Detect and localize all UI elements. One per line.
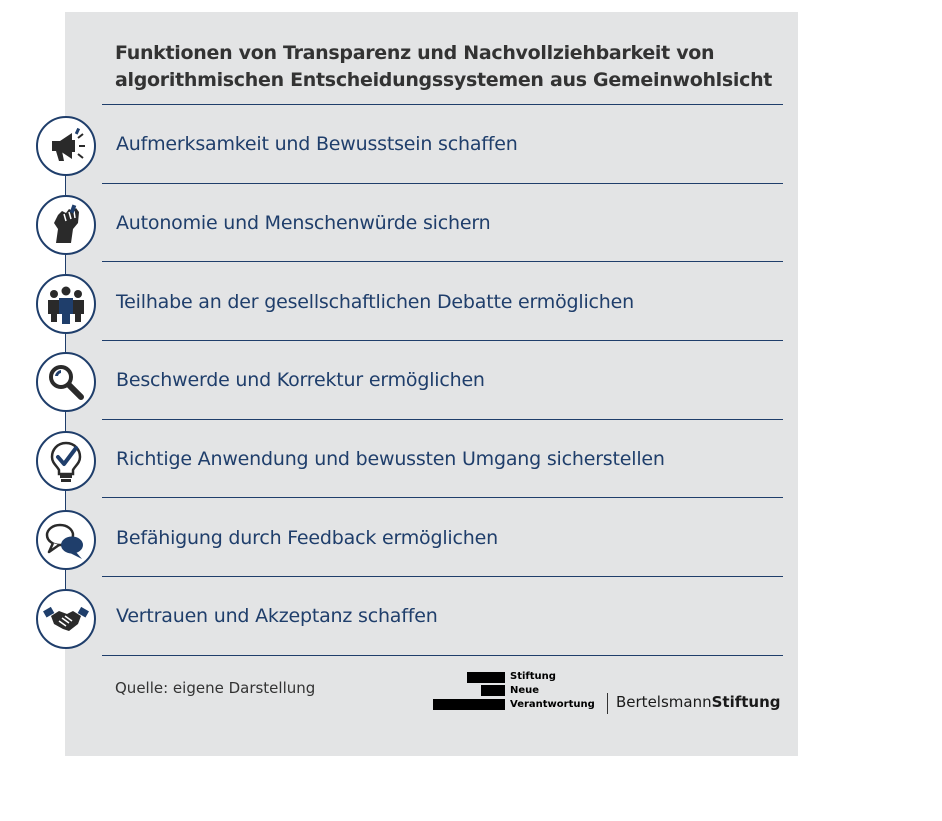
source-note: Quelle: eigene Darstellung <box>115 679 316 697</box>
item-label-7: Vertrauen und Akzeptanz schaffen <box>116 605 438 627</box>
title-line-2: algorithmischen Entscheidungssystemen aus Gemeinwohlsicht <box>115 69 773 91</box>
divider <box>102 655 783 656</box>
people-group-icon <box>36 274 96 334</box>
megaphone-icon <box>36 116 96 176</box>
magnifier-icon <box>36 352 96 412</box>
divider <box>102 497 783 498</box>
divider <box>102 104 783 105</box>
divider <box>102 183 783 184</box>
logo-divider <box>607 693 608 714</box>
bertelsmann-stiftung-logo: BertelsmannStiftung <box>616 693 781 711</box>
speech-bubbles-icon <box>36 510 96 570</box>
item-label-5: Richtige Anwendung und bewussten Umgang sicherstellen <box>116 448 665 470</box>
divider <box>102 576 783 577</box>
divider <box>102 340 783 341</box>
divider <box>102 261 783 262</box>
lightbulb-check-icon <box>36 431 96 491</box>
page-title <box>115 40 773 94</box>
raised-fist-icon <box>36 195 96 255</box>
item-label-3: Teilhabe an der gesellschaftlichen Debatte ermöglichen <box>116 291 634 313</box>
divider <box>102 419 783 420</box>
item-label-2: Autonomie und Menschenwürde sichern <box>116 212 491 234</box>
title-line-1: Funktionen von Transparenz und Nachvollziehbarkeit von <box>115 42 715 64</box>
item-label-6: Befähigung durch Feedback ermöglichen <box>116 527 498 549</box>
handshake-icon <box>36 589 96 649</box>
stiftung-neue-verantwortung-logo: Stiftung Neue Verantwortung <box>432 670 592 714</box>
item-label-1: Aufmerksamkeit und Bewusstsein schaffen <box>116 133 518 155</box>
item-label-4: Beschwerde und Korrektur ermöglichen <box>116 369 485 391</box>
